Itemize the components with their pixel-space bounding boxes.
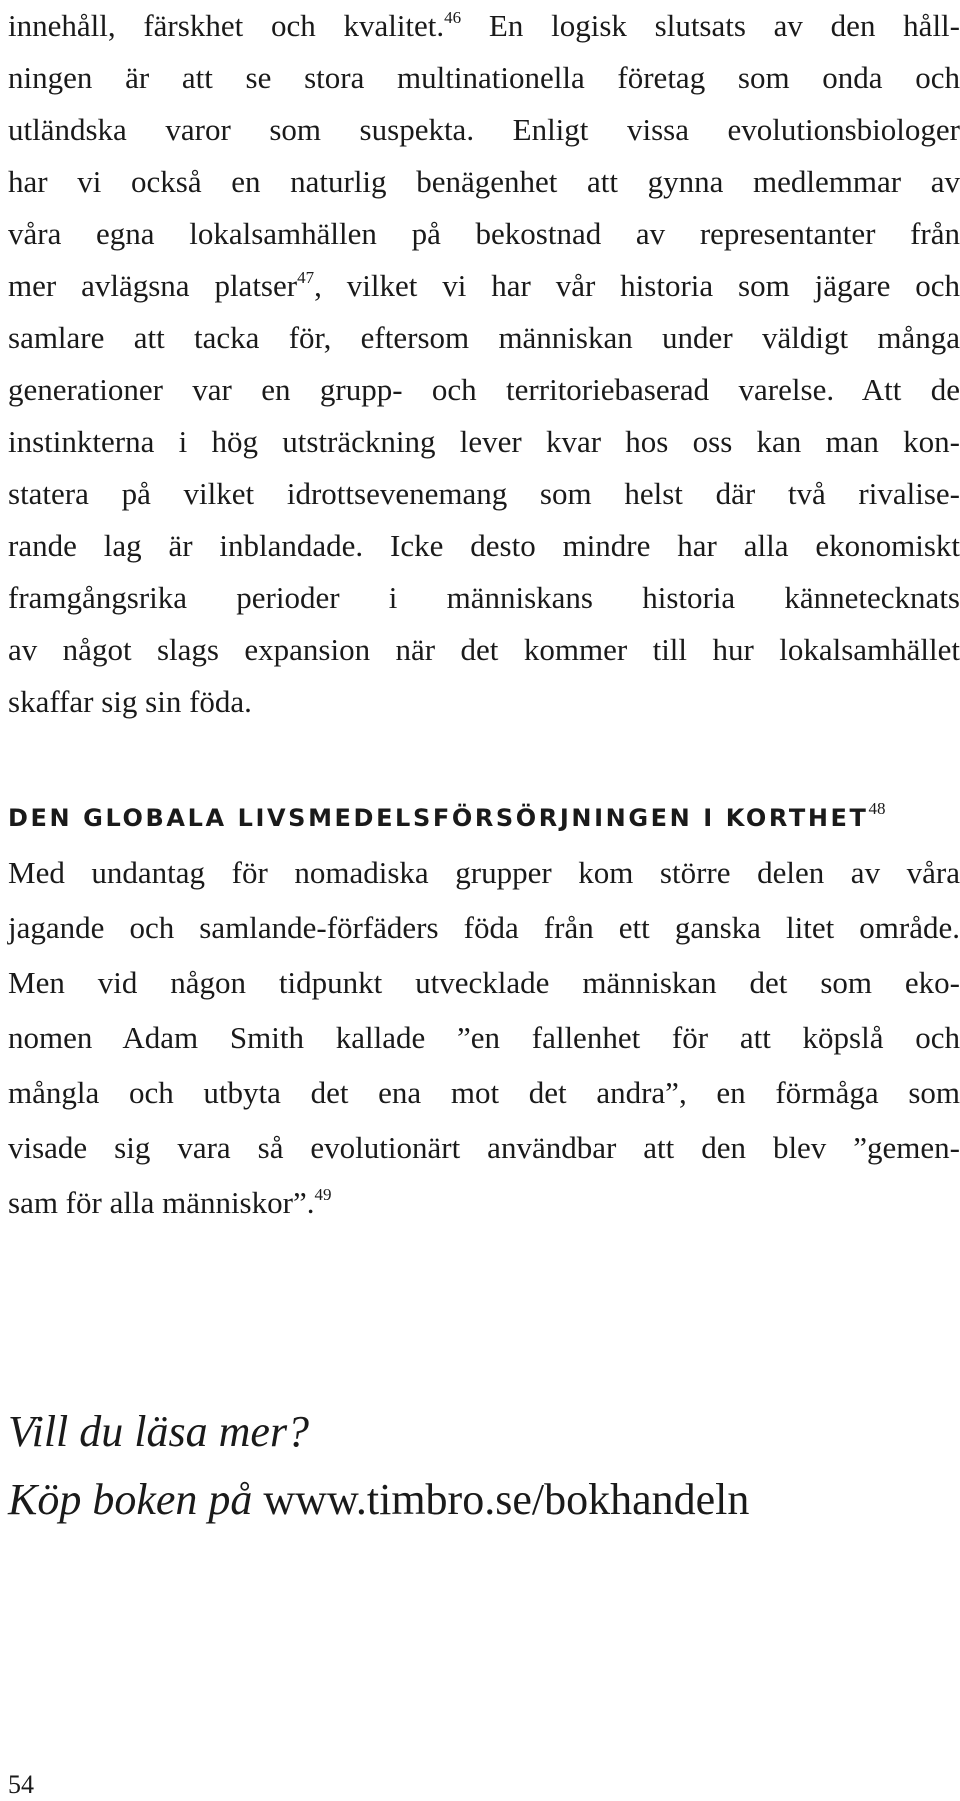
cta-question: [8, 1398, 749, 1466]
text-line: nomen Adam Smith kallade ”en fallenhet för att köpslå och: [8, 1020, 960, 1055]
text-line: mångla och utbyta det ena mot det andra”, en förmåga som: [8, 1075, 960, 1110]
text-line: av något slags expansion när det kommer till hur lokalsamhället: [8, 632, 960, 667]
text-line: Med undantag för nomadiska grupper kom större delen av våra: [8, 855, 960, 890]
cta-buy-text: Köp boken på: [8, 1475, 264, 1524]
footnote-ref-48: 48: [868, 799, 886, 818]
text-span: , vilket vi har vår historia som jägare och: [314, 268, 960, 303]
footnote-ref-47: 47: [297, 268, 315, 287]
bookstore-link[interactable]: www.timbro.se/bokhandeln: [263, 1475, 750, 1524]
cta-buy-line: [8, 1466, 749, 1534]
text-line: har vi också en naturlig benägenhet att gynna medlemmar av: [8, 164, 960, 199]
footnote-ref-46: 46: [444, 8, 462, 27]
text-line: rande lag är inblandade. Icke desto mindre har alla ekonomiskt: [8, 528, 960, 563]
text-span: innehåll, färskhet och kvalitet.: [8, 8, 445, 43]
text-span: En logisk slutsats av den håll-: [461, 8, 960, 43]
text-line: jagande och samlande-förfäders föda från ett ganska litet område.: [8, 910, 960, 945]
text-line: instinkterna i hög utsträckning lever kvar hos oss kan man kon-: [8, 424, 960, 459]
text-line: [8, 0, 960, 52]
text-line: utländska varor som suspekta. Enligt vissa evolutionsbiologer: [8, 112, 960, 147]
section-heading-text: DEN GLOBALA LIVSMEDELSFÖRSÖRJNINGEN I KORTHET: [8, 804, 869, 832]
cta-question-text: Vill du läsa mer?: [8, 1407, 310, 1456]
footnote-ref-49: 49: [314, 1185, 332, 1204]
text-line: samlare att tacka för, eftersom människan under väldigt många: [8, 320, 960, 355]
section-heading: [8, 799, 886, 832]
text-line: [8, 260, 960, 312]
body-paragraph-1: [8, 0, 960, 728]
call-to-action: [8, 1398, 749, 1534]
body-paragraph-2: [8, 845, 960, 1230]
text-line: ningen är att se stora multinationella företag som onda och: [8, 60, 960, 95]
text-line: generationer var en grupp- och territoriebaserad varelse. Att de: [8, 372, 960, 407]
text-line: framgångsrika perioder i människans historia kännetecknats: [8, 580, 960, 615]
text-line: visade sig vara så evolutionärt användbar att den blev ”gemen-: [8, 1130, 960, 1165]
text-line: statera på vilket idrottsevenemang som helst där två rivalise-: [8, 476, 960, 511]
text-line: våra egna lokalsamhällen på bekostnad av representanter från: [8, 216, 960, 251]
text-line: [8, 1175, 960, 1230]
text-line: Men vid någon tidpunkt utvecklade människan det som eko-: [8, 965, 960, 1000]
text-span: mer avlägsna platser: [8, 268, 298, 303]
text-line: skaffar sig sin föda.: [8, 684, 252, 719]
text-span: sam för alla människor”.: [8, 1185, 315, 1220]
page-number: 54: [8, 1770, 34, 1799]
